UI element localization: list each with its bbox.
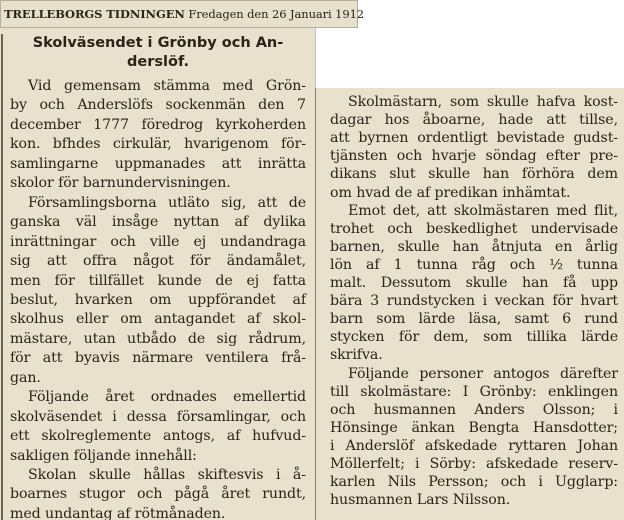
article-text-line: för att byavis närmare ventilera frå- <box>10 350 306 367</box>
article-text-line: beslut, hvarken om uppförandet af <box>10 291 306 308</box>
article-text-line: skrifva. <box>330 347 383 364</box>
article-text-line: Församlingsborna utläto sig, att de <box>28 194 306 211</box>
article-text-line: med undantag af rötmånaden. <box>10 505 226 520</box>
article-text-line: Skolmästarn, som skulle hafva kost- <box>348 94 618 110</box>
article-text-line: ganska väl insåge nyttan af dylika <box>10 214 306 231</box>
article-text-line: malt. Dessutom skulle han få upp <box>330 275 618 291</box>
article-text-line: Skolan skulle hållas skiftesvis i å- <box>28 467 306 483</box>
article-text-line: i Anderslöf afskedade ryttaren Johan <box>330 437 618 454</box>
article-text-line: husmannen Lars Nilsson. <box>330 492 511 509</box>
article-text-line: tjänsten och hvarje söndag efter pre- <box>330 148 618 165</box>
article-text-line: sakligen följande innehåll: <box>10 447 197 464</box>
article-text-line: Vid gemensam stämma med Grön- <box>28 78 306 94</box>
article-column-2 <box>312 88 624 520</box>
article-text-line: by och Anderslöfs sockenmän den 7 <box>10 97 306 114</box>
article-text-line: mästare, utan utbådo de sig rådrum, <box>10 330 306 347</box>
article-text-line: Hönsinge änkan Bengta Hansdotter; <box>330 419 618 436</box>
headline-line-2: derslöf. <box>127 54 189 70</box>
article-text-line: att byrnen ordentligt bevistade gudst- <box>330 130 618 147</box>
article-text-line: skolor för barnundervisningen. <box>10 175 231 192</box>
article-text-line: boarnes stugor och pågå året rundt, <box>10 486 306 503</box>
newspaper-name: TRELLEBORGS TIDNINGEN <box>4 7 185 21</box>
headline-line-1: Skolväsendet i Grönby och An- <box>32 35 284 51</box>
article-text-line: Följande året ordnades emellertid <box>28 389 306 406</box>
article-text-line: till skolmästare: I Grönby: enklingen <box>330 383 618 400</box>
article-text-line: Emot det, att skolmästaren med flit, <box>348 202 618 219</box>
article-text-line: bära 3 rundstycken i veckan för hvart <box>330 293 618 310</box>
article-text-line: skolväsendet i dessa församlingar, och <box>10 408 306 425</box>
article-text-line: ett skolreglemente antogs, af hufvud- <box>10 428 306 445</box>
article-text-line: och husmannen Anders Olsson; i <box>330 401 618 418</box>
article-text-line: sig att offra något för ändamålet, <box>10 253 306 270</box>
left-column-rule <box>1 34 3 520</box>
article-text-line: trohet och beskedlighet undervisade <box>330 220 618 237</box>
article-text-line: december 1777 föredrog kyrkoherden <box>10 116 306 133</box>
masthead <box>0 0 365 28</box>
article-text-line: inrättningar och ville ej undandraga <box>10 233 306 250</box>
article-text-line: skolhus eller om antagandet af skol- <box>10 311 306 328</box>
column-divider-rule <box>315 88 316 520</box>
article-text-line: barn som lärde läsa, samt 6 rund <box>330 311 618 328</box>
article-text-line: dagar hos åboarne, hade att tillse, <box>330 112 618 129</box>
issue-date: Fredagen den 26 Januari 1912 <box>188 7 365 21</box>
article-text-line: Följande personer antogos därefter <box>348 365 618 382</box>
article-text-line: kon. bfhdes cirkulär, hvarigenom för- <box>10 136 306 153</box>
article-text-line: samlingarne uppmanades att inrätta <box>10 155 306 172</box>
article-text-line: men för tillfället kunde de ej fatta <box>10 272 306 289</box>
article-text-line: gan. <box>10 369 41 386</box>
article-text-line: Möllerfelt; i Sörby: afskedade reserv- <box>330 456 618 472</box>
article-text-line: barnen, skulle han åtnjuta en årlig <box>330 238 618 255</box>
article-text-line: lön af 1 tunna råg och ½ tunna <box>330 256 618 273</box>
article-text-line: dikans slut skulle han förhöra dem <box>330 166 618 183</box>
article-text-line: stycken för dem, som tillika lärde <box>330 329 618 346</box>
article-column-1 <box>0 28 316 520</box>
article-text-line: om hvad de af predikan inhämtat. <box>330 184 571 201</box>
article-text-line: karlen Nils Persson; och i Ugglarp: <box>330 474 618 491</box>
